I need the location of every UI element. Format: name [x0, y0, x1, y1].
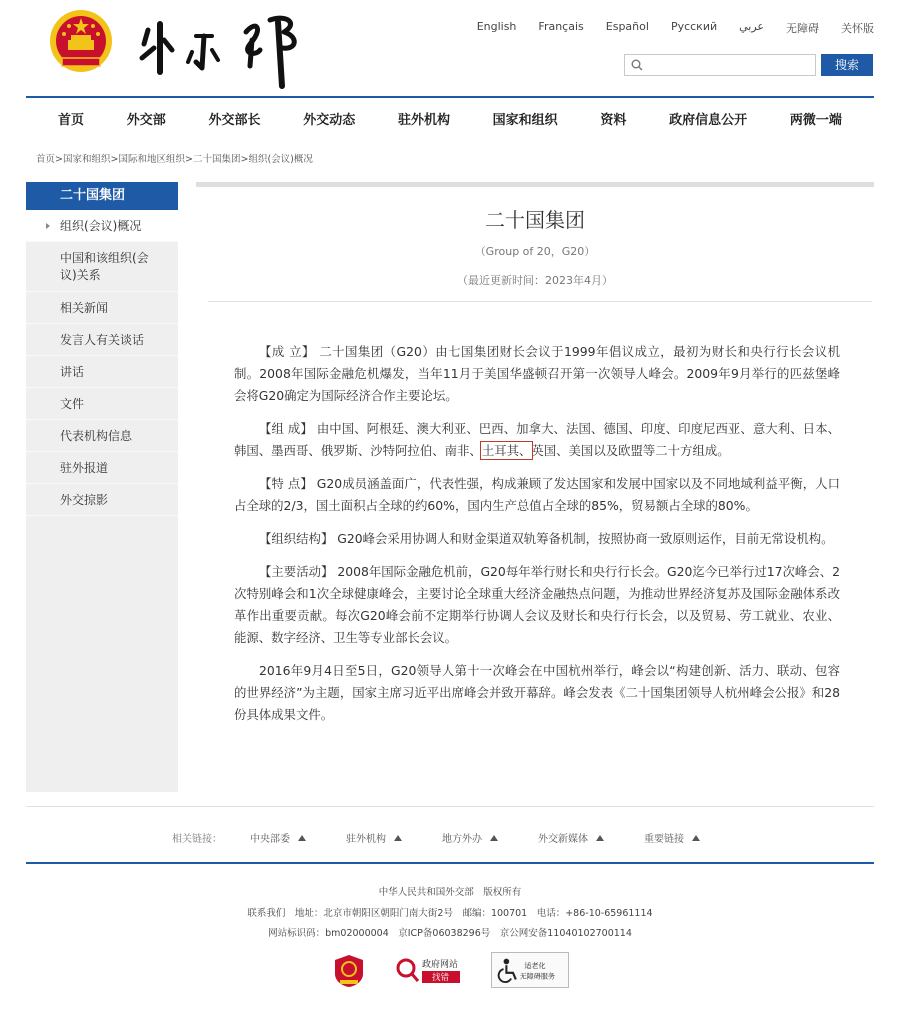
- sidebar-item-photos[interactable]: [26, 484, 178, 516]
- footer-badges: [0, 948, 900, 992]
- language-bar: [455, 20, 874, 36]
- accessibility-badge[interactable]: [491, 952, 569, 988]
- related-link-new-media[interactable]: [538, 830, 604, 845]
- sidebar-item-label: 发言人有关谈话: [60, 333, 145, 347]
- sidebar-item-label: 代表机构信息: [60, 429, 133, 443]
- sidebar-item-overview[interactable]: [26, 210, 178, 242]
- triangle-up-icon: [596, 835, 604, 841]
- sidebar-item-reports[interactable]: [26, 452, 178, 484]
- related-link-missions[interactable]: [346, 830, 402, 845]
- main-nav: [26, 96, 874, 138]
- sidebar-item-label: 文件: [60, 397, 85, 411]
- find-error-text: 找错: [432, 973, 450, 983]
- members-text: 【组 成】 由中国、阿根廷、澳大利亚、巴西、加拿大、法国、德国、印度、印度尼西亚、意大利、日本、韩国、墨西哥、俄罗斯、沙特阿拉伯、南非、: [234, 421, 840, 458]
- related-links-label: 相关链接：: [172, 834, 222, 845]
- related-link-important[interactable]: [644, 830, 700, 845]
- members-text-end: 英国、美国以及欧盟等二十方组成。: [531, 443, 730, 458]
- gov-site-find-error-icon[interactable]: [394, 954, 464, 986]
- lang-english-link[interactable]: English: [476, 20, 517, 33]
- sidebar-item-label: 驻外报道: [60, 461, 109, 475]
- article-divider: [208, 301, 872, 302]
- nav-item-resources[interactable]: 资料: [600, 112, 627, 128]
- nav-item-gov-info[interactable]: 政府信息公开: [669, 112, 748, 128]
- breadcrumb-separator: >: [184, 154, 193, 165]
- highlighted-turkey: 土耳其、: [481, 443, 532, 458]
- paragraph-structure: 【组织结构】 G20峰会采用协调人和财金渠道双轨筹备机制，按照协商一致原则运作，目前无常设机构。: [259, 531, 834, 546]
- footer-copyright: 中华人民共和国外交部 版权所有: [378, 887, 522, 898]
- breadcrumb-separator: >: [55, 154, 63, 165]
- party-gov-badge-icon[interactable]: [334, 954, 364, 988]
- triangle-up-icon: [394, 835, 402, 841]
- related-links: [172, 830, 740, 845]
- related-link-label: 驻外机构: [346, 834, 386, 845]
- national-emblem-logo[interactable]: [48, 8, 114, 74]
- sidebar: [26, 182, 178, 792]
- paragraph-founding: 【成 立】 二十国集团（G20）由七国集团财长会议于1999年倡议成立，最初为财长和央行行长会议机制。2008年国际金融危机爆发，当年11月于美国华盛顿召开第一次领导人峰会。2009年9月举行的匹兹堡峰会将G20确定为国际经济合作主要论坛。: [234, 344, 840, 403]
- breadcrumb-home[interactable]: 首页: [36, 154, 56, 165]
- sidebar-item-speeches[interactable]: [26, 356, 178, 388]
- sidebar-item-label: 外交掠影: [60, 493, 109, 507]
- lang-russian-link[interactable]: Русский: [670, 20, 718, 33]
- breadcrumb-g20[interactable]: 二十国集团: [192, 154, 241, 165]
- breadcrumb-intl-orgs[interactable]: 国际和地区组织: [118, 154, 185, 165]
- nav-item-missions[interactable]: 驻外机构: [397, 112, 450, 128]
- search-button[interactable]: 搜索: [821, 54, 873, 76]
- article-subtitle: （Group of 20，G20）: [474, 245, 596, 258]
- triangle-up-icon: [490, 835, 498, 841]
- paragraph-activities: 【主要活动】 2008年国际金融危机前，G20每年举行财长和央行行长会。G20迄今已举行过17次峰会、2次特别峰会和1次全球健康峰会，主要讨论全球重大经济金融热点问题，为推动世界经济复苏及国际金融体系改革作出重要贡献。每次G20峰会前不定期举行协调人会议及财长和央行行长会，以及贸易、劳工就业、农业、能源、数字经济、卫生等专业部长会议。: [234, 564, 840, 645]
- sidebar-item-label: 讲话: [60, 365, 85, 379]
- search-box: [624, 54, 816, 76]
- search-input[interactable]: [647, 56, 812, 74]
- site-header: [0, 0, 900, 96]
- sidebar-item-missions[interactable]: [26, 420, 178, 452]
- accessibility-text-2: 无障碍服务: [519, 971, 556, 981]
- gov-site-text: 政府网站: [422, 960, 459, 970]
- content-bottom-divider: [26, 806, 874, 807]
- nav-item-news[interactable]: 外交动态: [303, 112, 356, 128]
- related-link-label: 中央部委: [250, 834, 290, 845]
- lang-arabic-link[interactable]: عربي: [739, 20, 764, 33]
- paragraph-hangzhou: 2016年9月4日至5日，G20领导人第十一次峰会在中国杭州举行，峰会以“构建创新、活力、联动、包容的世界经济”为主题，国家主席习近平出席峰会并致开幕辞。峰会发表《二十国集团领导人杭州峰会公报》和28份具体成果文件。: [234, 663, 840, 722]
- related-link-label: 地方外办: [442, 834, 482, 845]
- triangle-up-icon: [298, 835, 306, 841]
- paragraph-members: [234, 418, 840, 462]
- related-link-central-ministries[interactable]: [250, 830, 306, 845]
- sidebar-item-documents[interactable]: [26, 388, 178, 420]
- related-link-label: 外交新媒体: [538, 834, 588, 845]
- elder-care-link[interactable]: 关怀版: [841, 22, 874, 35]
- search-icon: [630, 58, 644, 72]
- accessibility-text-1: 适老化: [524, 961, 546, 971]
- footer-divider: [26, 862, 874, 864]
- lang-spanish-link[interactable]: Español: [605, 20, 649, 33]
- related-link-local-offices[interactable]: [442, 830, 498, 845]
- ministry-calligraphy-logo[interactable]: [138, 10, 308, 90]
- sidebar-item-china-relations[interactable]: [26, 242, 178, 292]
- breadcrumb-separator: >: [110, 154, 119, 165]
- nav-item-countries[interactable]: 国家和组织: [492, 112, 558, 128]
- arrow-right-icon: [46, 223, 50, 229]
- nav-item-home[interactable]: 首页: [58, 112, 85, 128]
- sidebar-item-spokesperson[interactable]: [26, 324, 178, 356]
- nav-item-minister[interactable]: 外交部长: [208, 112, 261, 128]
- triangle-up-icon: [692, 835, 700, 841]
- footer-contact: 联系我们 地址：北京市朝阳区朝阳门南大街2号 邮编：100701 电话：+86-10-65961114: [247, 908, 653, 919]
- sidebar-item-label: 组织(会议)概况: [60, 219, 142, 233]
- footer-ids: 网站标识码：bm02000004 京ICP备06038296号 京公网安备11040102700114: [268, 928, 632, 939]
- calligraphy-icon: [138, 10, 308, 90]
- paragraph-features: 【特 点】 G20成员涵盖面广，代表性强，构成兼顾了发达国家和发展中国家以及不同地域利益平衡，人口占全球的2/3，国土面积占全球的约60%，国内生产总值占全球的85%，贸易额占全球的80%。: [234, 476, 840, 513]
- breadcrumb-separator: >: [240, 154, 249, 165]
- sidebar-item-label: 相关新闻: [60, 301, 109, 315]
- emblem-icon: [48, 8, 114, 74]
- related-link-label: 重要链接: [644, 834, 684, 845]
- sidebar-title: 二十国集团: [26, 182, 178, 210]
- accessibility-link[interactable]: 无障碍: [786, 22, 819, 35]
- article-body: [234, 341, 840, 737]
- nav-item-ministry[interactable]: 外交部: [126, 112, 166, 128]
- breadcrumb-overview[interactable]: 组织(会议)概况: [248, 154, 313, 165]
- nav-item-social[interactable]: 两微一端: [789, 112, 842, 128]
- article-updated-time: （最近更新时间：2023年4月）: [457, 274, 613, 287]
- sidebar-item-news[interactable]: [26, 292, 178, 324]
- breadcrumb: [36, 151, 313, 165]
- accessibility-icon: [492, 953, 568, 987]
- breadcrumb-countries[interactable]: 国家和组织: [62, 154, 111, 165]
- sidebar-item-label: 中国和该组织(会议)关系: [60, 251, 149, 282]
- lang-french-link[interactable]: Français: [538, 20, 584, 33]
- article-title: 二十国集团: [485, 208, 585, 232]
- article-top-bar: [196, 182, 874, 187]
